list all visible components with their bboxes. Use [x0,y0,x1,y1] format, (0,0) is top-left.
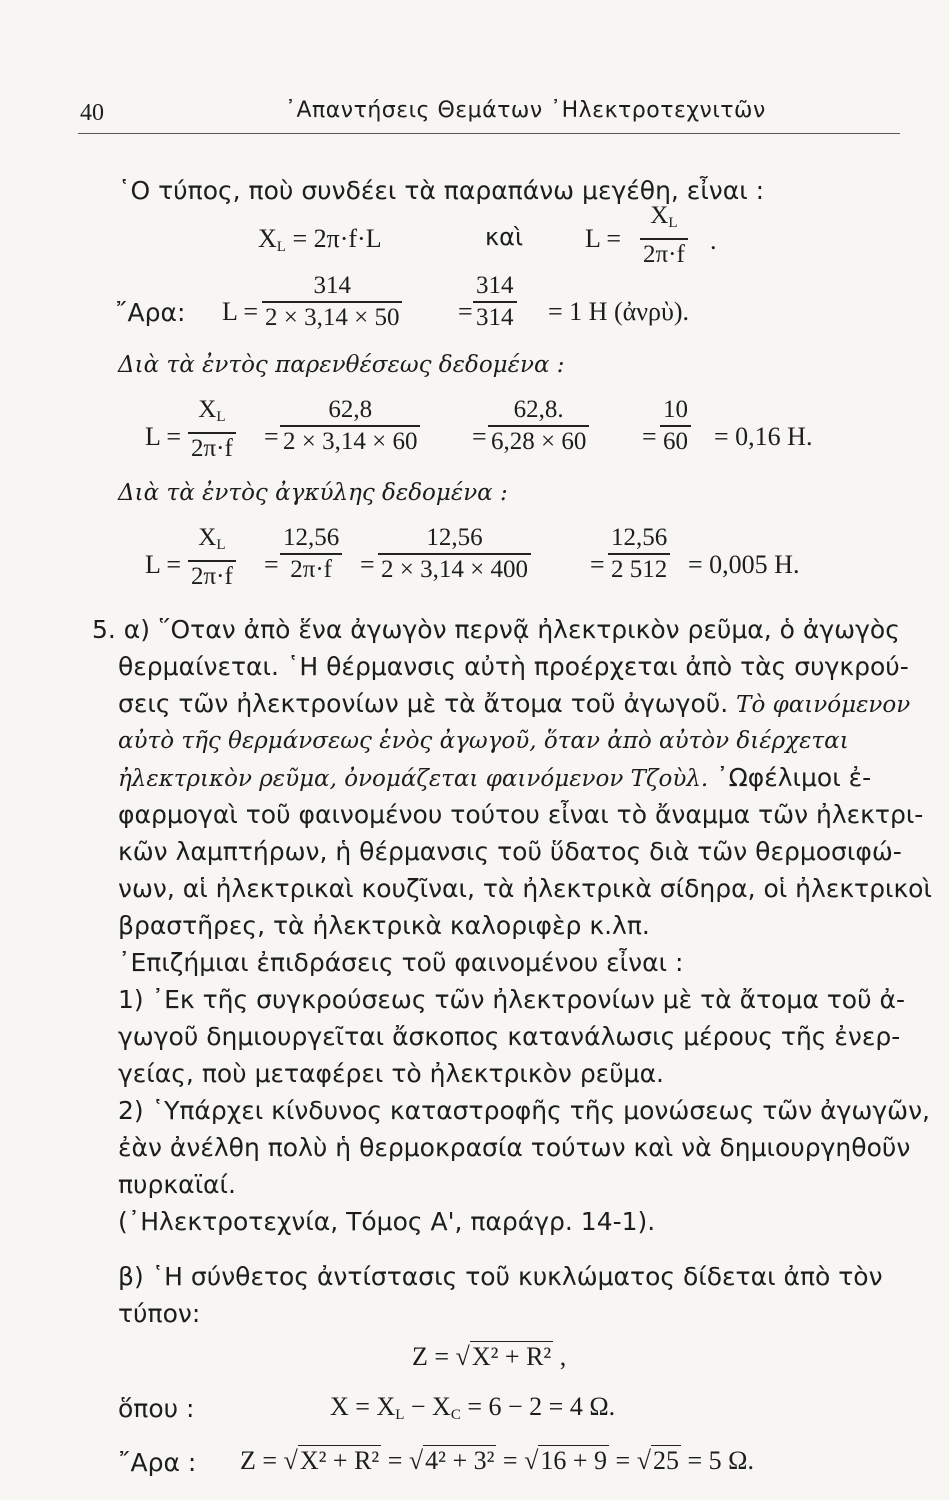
intro-sentence: ῾Ο τύπος, ποὺ συνδέει τὰ παραπάνω μεγέθη, εἶναι : [118,176,765,205]
p5-line-7: κῶν λαμπτήρων, ἡ θέρμανσις τοῦ ὕδατος διὰ τῶν θερμοσιφώ- [118,837,902,866]
p5-line-12: γωγοῦ δημιουργεῖται ἄσκοπος κατανάλωσις μέρους τῆς ἐνερ- [118,1022,901,1051]
ara1-eq: = [458,297,473,326]
ara1-result: = 1 H (ἀνρὺ). [548,297,689,326]
p5-line-5: ἠλεκτρικὸν ρεῦμα, ὀνομάζεται φαινόμενον Τζοὺλ. ᾿Ωφέλιμοι ἐ- [118,763,872,792]
pb-line-2: τύπον: [118,1299,201,1328]
ara1-fraction-2: 314 314 [473,272,517,332]
ara1-lhs: L = [222,297,259,326]
bracket-eq-2: = [360,550,375,579]
bracket-eq-1: = [264,550,279,579]
xl-formula: $X_L = 2\pi\cdot f\cdot L$ [258,224,382,255]
p5-line-13: γείας, ποὺ μεταφέρει τὸ ἠλεκτρικὸν ρεῦμα. [118,1059,664,1088]
parallel-fraction-2: 62,8 2 × 3,14 × 60 [280,396,420,456]
p5-line-1: 5. α) ῞Οταν ἀπὸ ἕνα ἀγωγὸν περνᾷ ἠλεκτρικὸν ρεῦμα, ὁ ἀγωγὸς [92,615,900,644]
p5-line-8: νων, αἱ ἠλεκτρικαὶ κουζῖναι, τὰ ἠλεκτρικὰ σίδηρα, οἱ ἠλεκτρικοὶ [118,874,932,903]
l-formula-period: . [710,226,717,255]
header-rule [78,133,900,134]
p5-line-2: θερμαίνεται. ῾Η θέρμανσις αὐτὴ προέρχεται ἀπὸ τὰς συγκρού- [118,652,909,681]
parallel-eq-2: = [472,422,487,451]
parallel-fraction-4: 10 60 [660,396,691,456]
parallel-heading: Διὰ τὰ ἐντὸς παρενθέσεως δεδομένα : [118,352,565,378]
bracket-fraction-1: $X_L$ 2π·f [188,524,236,591]
bracket-heading: Διὰ τὰ ἐντὸς ἀγκύλης δεδομένα : [118,480,508,506]
p5-line-3: σεις τῶν ἠλεκτρονίων μὲ τὰ ἄτομα τοῦ ἀγωγοῦ. Τὸ φαινόμενον [118,689,911,718]
z-formula: Z = √X² + R² , [412,1342,567,1371]
p5-line-10: ᾿Επιζήμιαι ἐπιδράσεις τοῦ φαινομένου εἶναι : [118,948,684,977]
conjunction-kai: καὶ [485,223,524,251]
page-number: 40 [80,100,104,126]
z-final-formula: Z = √X² + R² = √4² + 3² = √16 + 9 = √25 = 5 Ω. [240,1446,754,1475]
bracket-fraction-4: 12,56 2 512 [608,524,670,584]
ara-label-1: ῎Αρα: [115,298,186,327]
p5-line-4: αὐτὸ τῆς θερμάνσεως ἑνὸς ἀγωγοῦ, ὅταν ἀπὸ αὐτὸν διέρχεται [118,728,849,754]
parallel-eq-1: = [264,422,279,451]
l-formula-lhs: L = [585,224,622,253]
bracket-fraction-3: 12,56 2 × 3,14 × 400 [378,524,531,584]
parallel-lhs: L = [145,422,182,451]
p5-line-15: ἐὰν ἀνέλθη πολὺ ἡ θερμοκρασία τούτων καὶ νὰ δημιουργηθοῦν [118,1133,911,1162]
ara1-fraction-1: 314 2 × 3,14 × 50 [262,272,402,332]
running-title: ᾿Απαντήσεις Θεμάτων ᾿Ηλεκτροτεχνιτῶν [285,98,766,123]
parallel-fraction-1: $X_L$ 2π·f [188,396,236,463]
pb-line-1: β) ῾Η σύνθετος ἀντίστασις τοῦ κυκλώματος δίδεται ἀπὸ τὸν [118,1262,883,1291]
p5-line-11: 1) ᾿Εκ τῆς συγκρούσεως τῶν ἠλεκτρονίων μὲ τὰ ἄτομα τοῦ ἀ- [118,985,906,1014]
parallel-eq-3: = [642,422,657,451]
opou-label: ὅπου : [118,1394,195,1423]
p5-line-16: πυρκαϊαί. [118,1170,236,1199]
parallel-fraction-3: 62,8. 6,28 × 60 [488,396,589,456]
bracket-lhs: L = [145,550,182,579]
bracket-eq-3: = [590,550,605,579]
x-formula: $X = X_L - X_C = 6 - 2 = 4$ Ω. [330,1392,616,1423]
p5-line-17: (᾿Ηλεκτροτεχνία, Τόμος Α', παράγρ. 14-1). [118,1207,656,1236]
bracket-result: = 0,005 H. [688,550,800,579]
parallel-result: = 0,16 H. [714,422,813,451]
ara-label-2: ῎Αρα : [118,1448,197,1477]
p5-line-14: 2) ῾Υπάρχει κίνδυνος καταστροφῆς τῆς μονώσεως τῶν ἀγωγῶν, [118,1096,930,1125]
bracket-fraction-2: 12,56 2π·f [280,524,342,584]
p5-line-6: φαρμογαὶ τοῦ φαινομένου τούτου εἶναι τὸ ἄναμμα τῶν ἠλεκτρι- [118,800,924,829]
p5-line-9: βραστῆρες, τὰ ἠλεκτρικὰ καλοριφὲρ κ.λπ. [118,911,650,940]
l-formula-fraction: $X_L$ 2π·f [640,202,688,269]
